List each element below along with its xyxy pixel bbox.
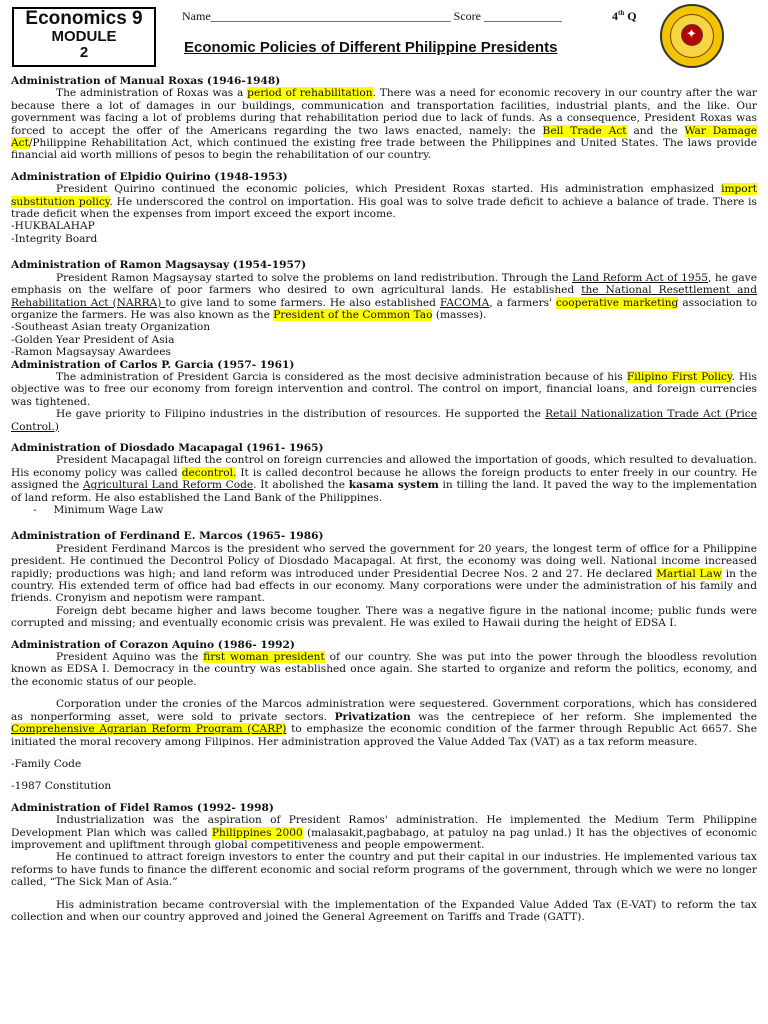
highlight-cooperative-marketing: cooperative marketing xyxy=(555,296,679,309)
list-item: -Southeast Asian treaty Organization xyxy=(11,321,211,334)
list-item: - Minimum Wage Law xyxy=(33,504,164,516)
quarter-label: 4th Q xyxy=(612,9,637,23)
highlight-bell-trade-act: Bell Trade Act xyxy=(542,124,627,137)
module-box xyxy=(12,7,156,67)
paragraph-macapagal: President Macapagal lifted the control on foreign currencies and allowed the importation of goods, which resulted to devaluation. His economy policy was called decontrol. It is called decontrol because he allows the foreign products to enter freely in our country. He assigned the Agricultural Land Reform Code. It abolished the kasama system in tilling the land. It paved the way to the implementation of land reform. He also established the Land Bank of the Philippines. xyxy=(11,454,758,504)
highlight-import-substitution: import substitution policy xyxy=(11,183,757,208)
paragraph-garcia-2: He gave priority to Filipino industries in the distribution of resources. He supported the Retail Nationalization Trade Act (Price Control.) xyxy=(11,408,758,433)
section-heading-macapagal: Administration of Diosdado Macapagal (1961- 1965) xyxy=(11,441,324,454)
name-label: Name xyxy=(182,9,211,23)
module-label: MODULE xyxy=(51,27,117,45)
school-seal-icon: ✦ xyxy=(660,4,724,68)
list-item: -Golden Year President of Asia xyxy=(11,333,175,346)
paragraph-roxas: The administration of Roxas was a period of rehabilitation. There was a need for economic recovery in our country after the war because there a lot of damages in our buildings, communication and transportation facilities, industrial plants, and the like. Our government was facing a lot of problems during that rehabilitation period due to lack of funds. As a consequence, President Roxas was forced to accept the offer of the Americans regarding the two laws enacted, namely: the Bell Trade Act and the War Damage Act/Philippine Rehabilitation Act, which continued the existing free trade between the Philippines and United States. The laws provide financial aid worth millions of pesos to begin the rehabilitation of our country. xyxy=(11,87,758,162)
paragraph-ramos-3: His administration became controversial with the implementation of the Expanded Value Added Tax (E-VAT) to reform the tax collection and when our country approved and joined the General Agreement on Tariffs and Trade (GATT). xyxy=(11,898,757,923)
paragraph-garcia-1: The administration of President Garcia is considered as the most decisive administration because of his Filipino First Policy. His objective was to free our economy from foreign intervention and control. The control on import, financial loans, and foreign currencies was tightened. xyxy=(11,370,757,408)
highlight-carp: Comprehensive Agrarian Reform Program (CARP) xyxy=(11,723,287,736)
name-blank[interactable]: ________________________________________ xyxy=(210,9,451,23)
section-heading-marcos: Administration of Ferdinand E. Marcos (1965- 1986) xyxy=(11,530,324,543)
highlight-philippines-2000: Philippines 2000 xyxy=(211,826,303,839)
list-item: -Integrity Board xyxy=(11,232,98,245)
paragraph-ramos-1: Industrialization was the aspiration of President Ramos' administration. He implemented the Medium Term Philippine Development Plan which was called Philippines 2000 (malasakit,pagbabago, at patuloy na pag unlad.) It has the objectives of economic improvement and upliftment through global competitiveness and people empowerment. xyxy=(11,814,757,851)
highlight-martial-law: Martial Law xyxy=(656,567,722,580)
highlight-rehabilitation: period of rehabilitation xyxy=(247,87,373,100)
list-item: -Ramon Magsaysay Awardees xyxy=(11,346,171,359)
list-item: -1987 Constitution xyxy=(11,780,112,793)
highlight-filipino-first: Filipino First Policy xyxy=(626,370,732,383)
paragraph-marcos-2: Foreign debt became higher and laws become tougher. There was a negative figure in the national income; public funds were corrupted and missing; and eventually economic crisis was prevalent. He was exiled to Hawaii during the height of EDSA I. xyxy=(11,604,757,630)
list-item: -Family Code xyxy=(11,757,82,770)
section-heading-quirino: Administration of Elpidio Quirino (1948-1953) xyxy=(11,170,288,183)
name-score-line xyxy=(182,9,637,24)
section-heading-roxas: Administration of Manual Roxas (1946-1948) xyxy=(11,75,281,87)
document-body xyxy=(11,71,757,923)
paragraph-marcos-1: President Ferdinand Marcos is the president who served the government for 20 years, the longest term of office for a Philippine president. He continued the Decontrol Policy of Diosdado Macapagal. At first, the economy was doing well. National income increased rapidly; productions was high; and land reform was introduced under Presidential Decree Nos. 2 and 27. He declared Martial Law in the country. His extended term of office had bad effects in our economy. Many corporations were under the administration of his family and friends. Cronyism and nepotism were rampant. xyxy=(11,542,758,605)
section-heading-aquino: Administration of Corazon Aquino (1986- 1992) xyxy=(11,638,295,651)
paragraph-magsaysay: President Ramon Magsaysay started to solve the problems on land redistribution. Through the Land Reform Act of 1955, he gave emphasis on the welfare of poor farmers who desired to own agricultural lands. He established the National Resettlement and Rehabilitation Act (NARRA) to give land to some farmers. He also established FACOMA, a farmers' cooperative marketing association to organize the farmers. He was also known as the President of the Common Tao (masses). xyxy=(11,271,757,321)
page-title: Economic Policies of Different Philippine Presidents xyxy=(184,39,558,56)
highlight-first-woman: first woman president xyxy=(203,651,325,664)
subject-label: Economics 9 xyxy=(25,8,143,29)
paragraph-aquino-1: President Aquino was the first woman president of our country. She was put into the power through the bloodless revolution known as EDSA I. Democracy in the country was established once again. She started to organize and reform the politics, economy, and the economic status of our people. xyxy=(11,651,757,688)
module-number: 2 xyxy=(79,43,89,61)
highlight-decontrol: decontrol. xyxy=(181,466,237,479)
paragraph-aquino-2: Corporation under the cronies of the Marcos administration were sequestered. Government corporations, which has considered as nonperforming asset, were sold to private sectors. Privatization was the centrepiece of her reform. She implemented the Comprehensive Agrarian Reform Program (CARP) to emphasize the economic condition of the farmer through Republic Act 6657. She initiated the moral recovery among Filipinos. Her administration approved the Value Added Tax (VAT) as a tax reform measure. xyxy=(11,698,757,748)
paragraph-quirino: President Quirino continued the economic policies, which President Roxas started. His administration emphasized import substitution policy. He underscored the control on importation. His goal was to solve trade deficit to achieve a balance of trade. There is trade deficit when the expenses from import exceed the export income. xyxy=(11,183,757,221)
paragraph-ramos-2: He continued to attract foreign investors to enter the country and put their capital in our industries. He implemented various tax reforms to have funds to finance the different economic and social reform programs of the government, through which we were no longer called, “The Sick Man of Asia.” xyxy=(11,851,757,889)
score-label: Score xyxy=(453,9,481,23)
highlight-common-tao: President of the Common Tao xyxy=(273,308,433,321)
list-item: -HUKBALAHAP xyxy=(11,220,95,233)
score-blank[interactable]: _____________ xyxy=(483,9,562,23)
section-heading-magsaysay: Administration of Ramon Magsaysay (1954-1957) xyxy=(11,259,307,272)
highlight-war-damage-act: War Damage Act xyxy=(11,124,758,150)
section-heading-garcia: Administration of Carlos P. Garcia (1957- 1961) xyxy=(11,358,295,371)
section-heading-ramos: Administration of Fidel Ramos (1992- 1998) xyxy=(11,801,274,814)
